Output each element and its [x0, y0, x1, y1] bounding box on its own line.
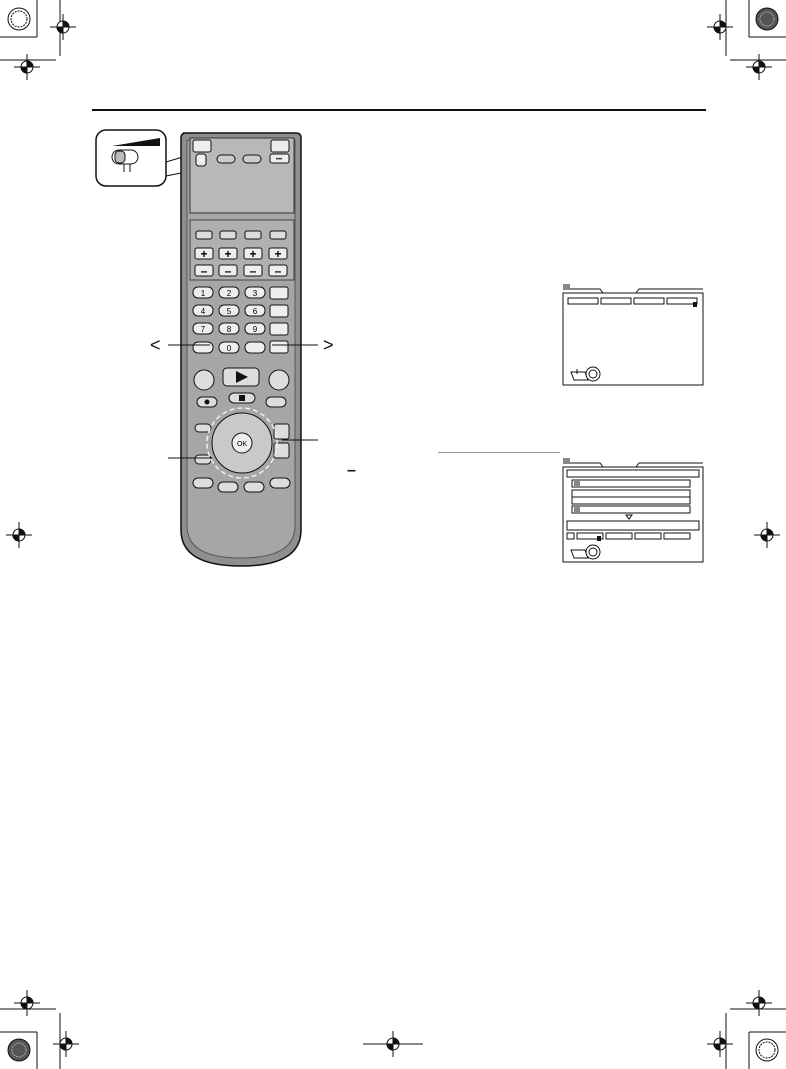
key-4: 4	[200, 307, 206, 316]
svg-text:•••: •••	[275, 157, 283, 163]
key-9: 9	[252, 325, 258, 334]
ok-label: OK	[236, 441, 248, 448]
svg-text:–: –	[224, 264, 232, 278]
svg-text:+: +	[249, 247, 257, 261]
key-7: 7	[200, 325, 206, 334]
left-arrow-label: <	[150, 335, 161, 355]
right-arrow-label: >	[323, 335, 334, 355]
key-8: 8	[226, 325, 232, 334]
remote-control-illustration	[90, 125, 320, 575]
menu-screen-diagram-1	[560, 282, 706, 388]
svg-text:–: –	[274, 264, 282, 278]
key-6: 6	[252, 307, 258, 316]
header-rule	[92, 109, 706, 111]
svg-text:+: +	[274, 247, 282, 261]
svg-text:+: +	[200, 247, 208, 261]
dash-label: –	[347, 462, 356, 479]
menu-screen-diagram-2	[560, 456, 706, 564]
key-0: 0	[226, 344, 232, 353]
svg-text:–: –	[200, 264, 208, 278]
key-3: 3	[252, 289, 258, 298]
svg-text:+: +	[224, 247, 232, 261]
key-1: 1	[200, 289, 206, 298]
key-2: 2	[226, 289, 232, 298]
key-5: 5	[226, 307, 232, 316]
svg-text:–: –	[249, 264, 257, 278]
section-line	[438, 452, 560, 453]
